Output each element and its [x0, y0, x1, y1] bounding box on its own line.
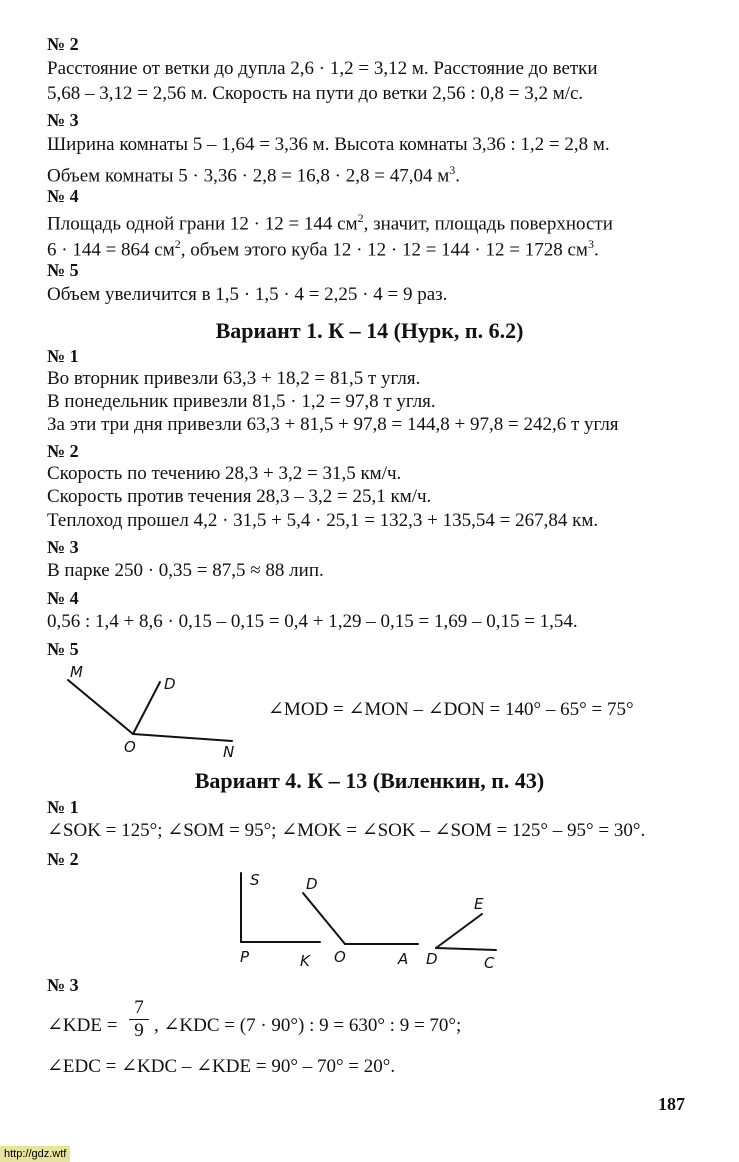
section-title: Вариант 1. К – 14 (Нурк, п. 6.2) — [215, 318, 524, 343]
superscript: 2 — [174, 237, 181, 251]
point-label-a: A — [398, 950, 409, 968]
text-line: 0,56 : 1,4 + 8,6 · 0,15 – 0,15 = 0,4 + 1,29 – 0,15 = 1,69 – 0,15 = 1,54. — [47, 611, 578, 632]
text-fragment: . — [455, 165, 460, 187]
text-line: Объем увеличится в 1,5 · 1,5 · 4 = 2,25 · 4 = 9 раз. — [47, 284, 448, 305]
point-label-s: S — [250, 871, 260, 889]
point-label-d: D — [426, 950, 438, 968]
problem-heading-3: № 3 — [47, 110, 79, 130]
fraction-numerator: 7 — [134, 997, 144, 1018]
angle-equation: ∠EDC = ∠KDC – ∠KDE = 90° – 70° = 20°. — [47, 1056, 396, 1077]
problem-heading-3: № 3 — [47, 975, 79, 995]
problem-heading-1: № 1 — [47, 346, 79, 366]
text-line: В понедельник привезли 81,5 · 1,2 = 97,8 т угля. — [47, 391, 436, 412]
fraction — [129, 998, 149, 1041]
problem-heading-2: № 2 — [47, 849, 79, 869]
text-fragment: 6 · 144 = 864 см — [47, 239, 175, 261]
point-label-n: N — [223, 743, 235, 761]
fraction-denominator: 9 — [134, 1020, 144, 1041]
text-fragment: . — [593, 239, 599, 261]
text-line: Теплоход прошел 4,2 · 31,5 + 5,4 · 25,1 = 132,3 + 135,54 = 267,84 км. — [47, 510, 599, 531]
problem-heading-4: № 4 — [47, 186, 79, 206]
text-line: Скорость по течению 28,3 + 3,2 = 31,5 км/ч. — [47, 463, 402, 484]
text-line: В парке 250 · 0,35 = 87,5 ≈ 88 лип. — [47, 560, 324, 581]
text-line: За эти три дня привезли 63,3 + 81,5 + 97,8 = 144,8 + 97,8 = 242,6 т угля — [47, 414, 619, 435]
text-line: 5,68 – 3,12 = 2,56 м. Скорость на пути до ветки 2,56 : 0,8 = 3,2 м/с. — [47, 83, 584, 104]
text-line: Во вторник привезли 63,3 + 18,2 = 81,5 т угля. — [47, 368, 421, 389]
text-fragment: , значит, площадь поверхности — [363, 213, 613, 235]
text-fragment: Объем комнаты 5 · 3,36 · 2,8 = 16,8 · 2,8 = 47,04 м — [47, 165, 450, 187]
ray-dc — [436, 948, 496, 950]
angle-equation: ∠MOD = ∠MON – ∠DON = 140° – 65° = 75° — [268, 699, 634, 720]
superscript: 3 — [449, 163, 456, 177]
point-label-c: C — [484, 954, 495, 972]
point-label-d: D — [164, 675, 176, 693]
point-label-d: D — [306, 875, 318, 893]
problem-heading-5: № 5 — [47, 639, 79, 659]
problem-heading-2: № 2 — [47, 34, 79, 54]
problem-heading-4: № 4 — [47, 588, 79, 608]
problem-heading-3: № 3 — [47, 537, 79, 557]
text-line: Ширина комнаты 5 – 1,64 = 3,36 м. Высота комнаты 3,36 : 1,2 = 2,8 м. — [47, 134, 610, 155]
point-label-k: K — [300, 952, 310, 970]
section-title: Вариант 4. К – 13 (Виленкин, п. 43) — [194, 768, 545, 793]
point-label-m: M — [70, 663, 83, 681]
ray-od — [303, 893, 345, 944]
angle-equation: ∠KDE = — [47, 1015, 118, 1036]
point-label-p: P — [240, 948, 250, 966]
angle-equation: , ∠KDC = (7 · 90°) : 9 = 630° : 9 = 70°; — [154, 1015, 462, 1036]
text-fragment: , объем этого куба 12 · 12 · 12 = 144 · 12 = 1728 см — [180, 239, 588, 261]
problem-heading-1: № 1 — [47, 797, 79, 817]
point-label-e: E — [474, 895, 484, 913]
watermark-link[interactable]: http://gdz.wtf — [0, 1146, 70, 1162]
text-line: Скорость против течения 28,3 – 3,2 = 25,1 км/ч. — [47, 486, 432, 507]
superscript: 2 — [357, 211, 364, 225]
superscript: 3 — [587, 237, 594, 251]
ray-de — [436, 914, 482, 948]
text-fragment: Площадь одной грани 12 · 12 = 144 см — [47, 213, 358, 235]
page-number: 187 — [658, 1094, 685, 1114]
point-label-o: O — [124, 738, 136, 756]
text-line: ∠SOK = 125°; ∠SOM = 95°; ∠MOK = ∠SOK – ∠SOM = 125° – 95° = 30°. — [47, 820, 646, 841]
problem-heading-2: № 2 — [47, 441, 79, 461]
point-label-o: O — [334, 948, 346, 966]
problem-heading-5: № 5 — [47, 260, 79, 280]
text-line: Расстояние от ветки до дупла 2,6 · 1,2 = 3,12 м. Расстояние до ветки — [47, 58, 598, 79]
